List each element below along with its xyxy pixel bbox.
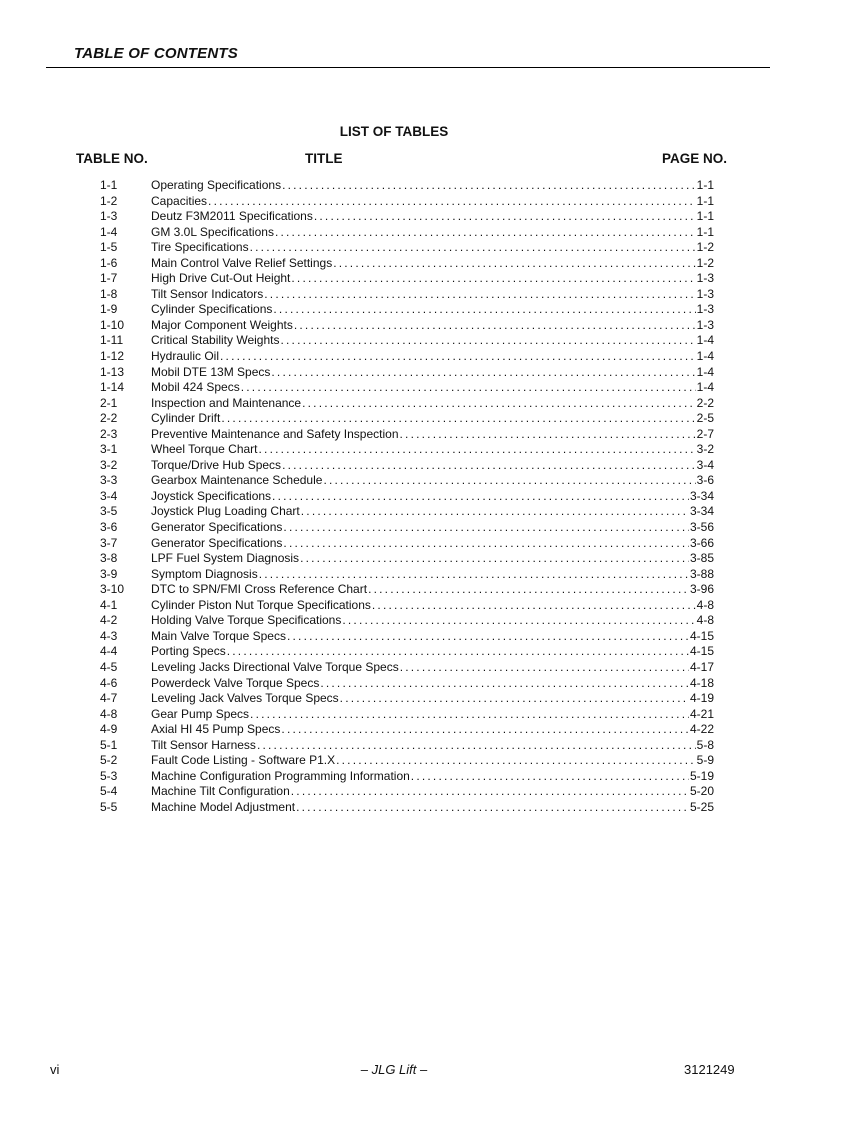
toc-entry-title: Leveling Jacks Directional Valve Torque Specs [151, 659, 399, 674]
dot-leader [296, 800, 689, 816]
toc-entry-number: 1-6 [100, 255, 118, 270]
toc-entry-row[interactable] [100, 333, 714, 349]
toc-entry-line [151, 784, 714, 800]
dot-leader [300, 551, 689, 567]
toc-entry-line [151, 536, 714, 552]
toc-entry-page: 1-4 [696, 380, 714, 395]
toc-entry-page: 5-9 [696, 753, 714, 768]
toc-entry-page: 3-34 [689, 504, 714, 519]
toc-entry-page: 4-18 [689, 675, 714, 690]
toc-entry-page: 4-17 [689, 659, 714, 674]
toc-entry-number: 3-1 [100, 442, 118, 457]
dot-leader [250, 240, 696, 256]
toc-entry-title: Generator Specifications [151, 520, 283, 535]
page-header-title: TABLE OF CONTENTS [74, 45, 238, 62]
toc-entry-number: 1-3 [100, 209, 118, 224]
toc-entry-title: Symptom Diagnosis [151, 566, 258, 581]
header-divider [46, 67, 770, 68]
dot-leader [280, 333, 695, 349]
dot-leader [301, 504, 689, 520]
toc-entry-page: 1-3 [696, 271, 714, 286]
toc-entry-row[interactable] [100, 178, 714, 194]
toc-entry-line [151, 504, 714, 520]
dot-leader [272, 489, 689, 505]
toc-entry-number: 1-13 [100, 364, 125, 379]
dot-leader [241, 380, 696, 396]
toc-entry-page: 3-85 [689, 551, 714, 566]
toc-entry-line [151, 769, 714, 785]
toc-entry-row[interactable] [100, 225, 714, 241]
toc-entry-page: 4-22 [689, 722, 714, 737]
toc-entry-number: 1-12 [100, 349, 125, 364]
toc-entry-page: 1-1 [696, 178, 714, 192]
toc-entry-number: 4-6 [100, 675, 118, 690]
toc-entry-row[interactable] [100, 567, 714, 583]
toc-entry-title: Powerdeck Valve Torque Specs [151, 675, 320, 690]
toc-entry-line [151, 427, 714, 443]
toc-entry-page: 1-1 [696, 193, 714, 208]
toc-entry-number: 3-6 [100, 520, 118, 535]
toc-entry-title: Porting Specs [151, 644, 226, 659]
dot-leader [264, 287, 695, 303]
toc-entry-number: 3-8 [100, 551, 118, 566]
toc-entry-row[interactable] [100, 769, 714, 785]
toc-entry-page: 1-2 [696, 255, 714, 270]
toc-entry-page: 3-4 [696, 457, 714, 472]
toc-entry-row[interactable] [100, 318, 714, 334]
toc-entry-page: 4-21 [689, 706, 714, 721]
toc-entry-title: Tilt Sensor Indicators [151, 286, 264, 301]
toc-entry-page: 4-8 [696, 613, 714, 628]
table-list [100, 178, 714, 815]
column-header-table-no: TABLE NO. [76, 151, 148, 166]
toc-entry-row[interactable] [100, 629, 714, 645]
toc-entry-title: Holding Valve Torque Specifications [151, 613, 342, 628]
toc-entry-page: 1-4 [696, 349, 714, 364]
toc-entry-number: 1-10 [100, 317, 125, 332]
dot-leader [259, 442, 696, 458]
toc-entry-row[interactable] [100, 302, 714, 318]
toc-entry-line [151, 676, 714, 692]
toc-entry-line [151, 644, 714, 660]
toc-entry-page: 4-19 [689, 691, 714, 706]
toc-entry-page: 5-19 [689, 768, 714, 783]
toc-entry-page: 3-66 [689, 535, 714, 550]
toc-entry-page: 1-2 [696, 240, 714, 255]
toc-entry-row[interactable] [100, 598, 714, 614]
toc-entry-number: 5-4 [100, 784, 118, 799]
toc-entry-page: 4-15 [689, 644, 714, 659]
toc-entry-page: 3-34 [689, 488, 714, 503]
column-header-title: TITLE [305, 151, 343, 166]
toc-entry-row[interactable] [100, 613, 714, 629]
toc-entry-row[interactable] [100, 504, 714, 520]
section-title: LIST OF TABLES [339, 124, 449, 139]
dot-leader [271, 365, 695, 381]
dot-leader [340, 691, 689, 707]
dot-leader [336, 753, 696, 769]
toc-entry-title: Inspection and Maintenance [151, 395, 302, 410]
dot-leader [257, 738, 696, 754]
toc-entry-line [151, 489, 714, 505]
toc-entry-title: Operating Specifications [151, 178, 282, 192]
toc-entry-title: Gear Pump Specs [151, 706, 250, 721]
dot-leader [221, 411, 695, 427]
toc-entry-line [151, 302, 714, 318]
toc-entry-number: 1-4 [100, 224, 118, 239]
toc-entry-page: 1-4 [696, 333, 714, 348]
dot-leader [372, 598, 696, 614]
toc-entry-page: 1-3 [696, 286, 714, 301]
toc-entry-title: DTC to SPN/FMI Cross Reference Chart [151, 582, 368, 597]
toc-entry-line [151, 582, 714, 598]
toc-entry-number: 5-5 [100, 799, 118, 814]
toc-entry-row[interactable] [100, 784, 714, 800]
toc-entry-number: 2-3 [100, 426, 118, 441]
toc-entry-number: 3-3 [100, 473, 118, 488]
toc-entry-number: 1-5 [100, 240, 118, 255]
toc-entry-row[interactable] [100, 365, 714, 381]
toc-entry-row[interactable] [100, 458, 714, 474]
toc-entry-number: 4-5 [100, 659, 118, 674]
toc-entry-row[interactable] [100, 753, 714, 769]
toc-entry-row[interactable] [100, 644, 714, 660]
dot-leader [333, 256, 695, 272]
toc-entry-title: LPF Fuel System Diagnosis [151, 551, 300, 566]
dot-leader [400, 427, 696, 443]
toc-entry-row[interactable] [100, 442, 714, 458]
toc-entry-row[interactable] [100, 551, 714, 567]
toc-entry-title: Main Valve Torque Specs [151, 628, 286, 643]
dot-leader [314, 209, 696, 225]
toc-entry-number: 3-9 [100, 566, 118, 581]
toc-entry-number: 1-14 [100, 380, 125, 395]
dot-leader [283, 536, 689, 552]
toc-entry-title: Tilt Sensor Harness [151, 737, 256, 752]
dot-leader [259, 567, 689, 583]
dot-leader [282, 178, 696, 194]
toc-entry-title: Deutz F3M2011 Specifications [151, 209, 313, 224]
toc-entry-line [151, 380, 714, 396]
toc-entry-line [151, 691, 714, 707]
toc-entry-number: 4-2 [100, 613, 118, 628]
toc-entry-title: Hydraulic Oil [151, 349, 220, 364]
toc-entry-title: Main Control Valve Relief Settings [151, 255, 333, 270]
toc-entry-line [151, 271, 714, 287]
toc-entry-row[interactable] [100, 489, 714, 505]
toc-entry-line [151, 396, 714, 412]
toc-entry-row[interactable] [100, 427, 714, 443]
toc-entry-row[interactable] [100, 738, 714, 754]
toc-entry-row[interactable] [100, 691, 714, 707]
dot-leader [287, 629, 689, 645]
toc-entry-title: Major Component Weights [151, 317, 293, 332]
toc-entry-line [151, 473, 714, 489]
toc-entry-line [151, 520, 714, 536]
toc-entry-page: 3-2 [696, 442, 714, 457]
dot-leader [273, 302, 695, 318]
toc-entry-title: Axial HI 45 Pump Specs [151, 722, 281, 737]
toc-entry-page: 3-56 [689, 520, 714, 535]
toc-entry-title: Joystick Plug Loading Chart [151, 504, 300, 519]
toc-entry-page: 5-25 [689, 799, 714, 814]
toc-entry-row[interactable] [100, 473, 714, 489]
toc-entry-line [151, 629, 714, 645]
toc-entry-line [151, 567, 714, 583]
toc-entry-title: Machine Model Adjustment [151, 799, 296, 814]
toc-entry-page: 3-88 [689, 566, 714, 581]
toc-entry-line [151, 365, 714, 381]
column-header-page-no: PAGE NO. [662, 151, 728, 166]
toc-entry-page: 1-3 [696, 302, 714, 317]
dot-leader [294, 318, 696, 334]
toc-entry-title: Preventive Maintenance and Safety Inspection [151, 426, 399, 441]
dot-leader [291, 784, 689, 800]
toc-entry-number: 4-8 [100, 706, 118, 721]
dot-leader [411, 769, 689, 785]
toc-entry-page: 5-8 [696, 737, 714, 752]
toc-entry-page: 3-6 [696, 473, 714, 488]
toc-entry-line [151, 598, 714, 614]
footer-document-number: 3121249 [684, 1062, 735, 1077]
toc-entry-title: Critical Stability Weights [151, 333, 280, 348]
toc-entry-title: Gearbox Maintenance Schedule [151, 473, 323, 488]
footer-page-number: vi [50, 1062, 60, 1077]
dot-leader [368, 582, 689, 598]
toc-entry-title: Fault Code Listing - Software P1.X [151, 753, 336, 768]
toc-entry-number: 3-5 [100, 504, 118, 519]
toc-entry-line [151, 800, 714, 816]
toc-entry-title: Mobil DTE 13M Specs [151, 364, 271, 379]
toc-entry-line [151, 442, 714, 458]
toc-entry-line [151, 411, 714, 427]
toc-entry-number: 5-2 [100, 753, 118, 768]
dot-leader [400, 660, 689, 676]
toc-entry-row[interactable] [100, 536, 714, 552]
toc-entry-row[interactable] [100, 349, 714, 365]
toc-entry-row[interactable] [100, 271, 714, 287]
dot-leader [302, 396, 696, 412]
dot-leader [283, 520, 689, 536]
toc-entry-row[interactable] [100, 582, 714, 598]
dot-leader [227, 644, 689, 660]
toc-entry-number: 1-9 [100, 302, 118, 317]
toc-entry-line [151, 660, 714, 676]
toc-entry-page: 1-3 [696, 317, 714, 332]
toc-entry-row[interactable] [100, 722, 714, 738]
toc-entry-row[interactable] [100, 209, 714, 225]
toc-entry-page: 4-15 [689, 628, 714, 643]
toc-entry-page: 1-1 [696, 224, 714, 239]
toc-entry-number: 3-4 [100, 488, 118, 503]
toc-entry-line [151, 256, 714, 272]
toc-entry-row[interactable] [100, 194, 714, 210]
toc-entry-number: 4-9 [100, 722, 118, 737]
toc-entry-row[interactable] [100, 676, 714, 692]
toc-entry-title: Mobil 424 Specs [151, 380, 240, 395]
toc-entry-line [151, 707, 714, 723]
toc-entry-title: Joystick Specifications [151, 488, 272, 503]
toc-entry-title: GM 3.0L Specifications [151, 224, 274, 239]
footer-publisher: – JLG Lift – [360, 1062, 428, 1077]
toc-entry-line [151, 209, 714, 225]
toc-entry-number: 5-3 [100, 768, 118, 783]
toc-entry-number: 1-2 [100, 193, 118, 208]
toc-entry-title: Generator Specifications [151, 535, 283, 550]
toc-entry-number: 2-2 [100, 411, 118, 426]
toc-entry-line [151, 722, 714, 738]
toc-entry-line [151, 738, 714, 754]
toc-entry-title: Torque/Drive Hub Specs [151, 457, 282, 472]
toc-entry-number: 4-1 [100, 597, 118, 612]
toc-entry-title: Wheel Torque Chart [151, 442, 258, 457]
toc-entry-line [151, 178, 714, 194]
toc-entry-row[interactable] [100, 380, 714, 396]
dot-leader [281, 722, 689, 738]
toc-entry-page: 2-7 [696, 426, 714, 441]
toc-entry-number: 3-7 [100, 535, 118, 550]
toc-entry-row[interactable] [100, 240, 714, 256]
toc-entry-line [151, 551, 714, 567]
toc-entry-page: 2-2 [696, 395, 714, 410]
toc-entry-row[interactable] [100, 287, 714, 303]
toc-entry-number: 1-11 [100, 333, 124, 348]
toc-entry-line [151, 194, 714, 210]
dot-leader [342, 613, 695, 629]
toc-entry-number: 2-1 [100, 395, 118, 410]
dot-leader [282, 458, 696, 474]
toc-entry-line [151, 318, 714, 334]
toc-entry-number: 1-7 [100, 271, 118, 286]
toc-entry-title: Cylinder Drift [151, 411, 221, 426]
toc-entry-row[interactable] [100, 707, 714, 723]
toc-entry-line [151, 225, 714, 241]
toc-entry-line [151, 287, 714, 303]
dot-leader [291, 271, 695, 287]
toc-entry-line [151, 458, 714, 474]
toc-entry-line [151, 613, 714, 629]
toc-entry-number: 1-8 [100, 286, 118, 301]
toc-entry-row[interactable] [100, 800, 714, 816]
toc-entry-title: Cylinder Specifications [151, 302, 273, 317]
toc-entry-page: 2-5 [696, 411, 714, 426]
toc-entry-number: 3-10 [100, 582, 125, 597]
toc-entry-page: 1-1 [696, 209, 714, 224]
toc-entry-number: 4-3 [100, 628, 118, 643]
toc-entry-title: Capacities [151, 193, 208, 208]
toc-entry-title: High Drive Cut-Out Height [151, 271, 291, 286]
dot-leader [323, 473, 695, 489]
toc-entry-row[interactable] [100, 411, 714, 427]
dot-leader [320, 676, 689, 692]
toc-entry-row[interactable] [100, 660, 714, 676]
toc-entry-number: 1-1 [100, 178, 118, 192]
toc-entry-row[interactable] [100, 396, 714, 412]
toc-entry-line [151, 333, 714, 349]
toc-entry-number: 5-1 [100, 737, 118, 752]
toc-entry-page: 5-20 [689, 784, 714, 799]
toc-entry-number: 3-2 [100, 457, 118, 472]
dot-leader [208, 194, 696, 210]
toc-entry-line [151, 349, 714, 365]
toc-entry-title: Tire Specifications [151, 240, 249, 255]
toc-entry-page: 1-4 [696, 364, 714, 379]
toc-entry-title: Cylinder Piston Nut Torque Specifications [151, 597, 371, 612]
toc-entry-page: 4-8 [696, 597, 714, 612]
toc-entry-row[interactable] [100, 520, 714, 536]
toc-entry-title: Leveling Jack Valves Torque Specs [151, 691, 339, 706]
dot-leader [220, 349, 696, 365]
toc-entry-number: 4-7 [100, 691, 118, 706]
dot-leader [250, 707, 689, 723]
toc-entry-line [151, 240, 714, 256]
dot-leader [275, 225, 696, 241]
toc-entry-title: Machine Configuration Programming Information [151, 768, 410, 783]
toc-entry-row[interactable] [100, 256, 714, 272]
toc-entry-title: Machine Tilt Configuration [151, 784, 290, 799]
toc-entry-line [151, 753, 714, 769]
toc-entry-page: 3-96 [689, 582, 714, 597]
toc-entry-number: 4-4 [100, 644, 118, 659]
